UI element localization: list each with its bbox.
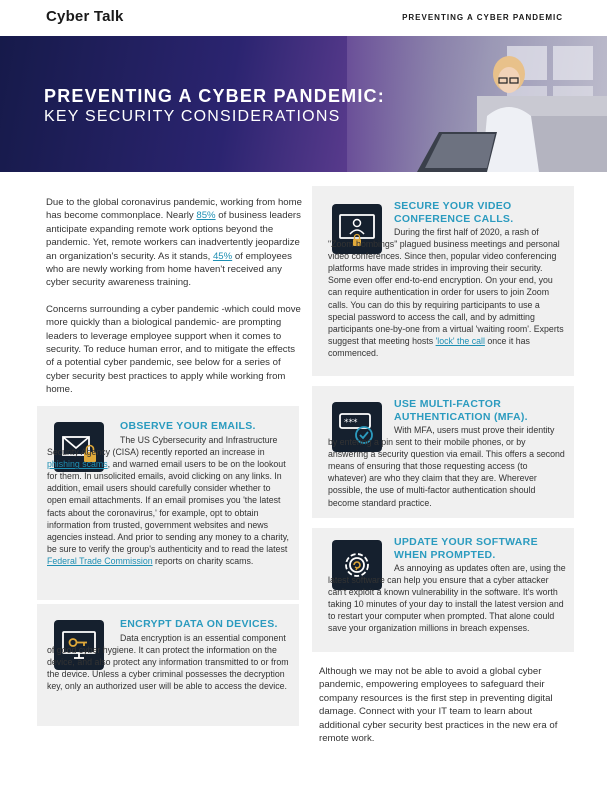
card-title-emails: OBSERVE YOUR EMAILS.: [120, 420, 256, 432]
hero-title: PREVENTING A CYBER PANDEMIC:: [44, 86, 385, 106]
brand-logo: Cyber Talk: [46, 8, 124, 25]
hero-banner: [0, 36, 607, 172]
card-text-encrypt: Data encryption is an essential component of good cyber hygiene. It can protect the information on the device, and also protect any information transmitted to or from the device. Unless a cyber criminal possesses the decryption key, only an authorized user will be able to access the device.: [47, 633, 289, 692]
svg-text:***: ***: [344, 418, 358, 428]
phishing-scams-link[interactable]: phishing scams: [47, 459, 108, 470]
card-video-calls: [312, 186, 574, 376]
card-text-emails: The US Cybersecurity and Infrastructure Security Agency (CISA) recently reported an increase in phishing scams, and warned email users to be on the lookout for them. In unsolicited emails, avoid clicking on any links. In addition, email users should carefully consider whether to open email attachments. If an email promises you 'the latest facts about the coronavirus,' for example, opt to obtain information from trusted, government websites and news agencies instead. And prior to sending any money to a charity, be sure to verify the group's authenticity and to read the latest Federal Trade Commission reports on charity scams.: [47, 435, 289, 566]
intro-paragraph-2: Concerns surrounding a cyber pandemic -which could move more quickly than a biological pandemic- are prompting leaders to leverage employee support when it comes to security. To reduce human error, and to mitigate the effects of a potential cyber pandemic, see below for a series of cyber security best practices to apply while working from home.: [46, 303, 301, 396]
card-title-video: SECURE YOUR VIDEO CONFERENCE CALLS.: [394, 200, 514, 225]
card-mfa: [312, 386, 574, 518]
section-label: PREVENTING A CYBER PANDEMIC: [402, 13, 563, 22]
hero-photo: [347, 36, 607, 172]
outro-paragraph: Although we may not be able to avoid a global cyber pandemic, empowering employees to safeguard their company resources is the first step in preventing digital damage. Connect with your IT team to learn about additional cyber security best practices in the new era of remote work.: [319, 666, 558, 745]
card-title-encrypt: ENCRYPT DATA ON DEVICES.: [120, 618, 278, 630]
hero-subtitle: KEY SECURITY CONSIDERATIONS: [44, 108, 341, 125]
ftc-link[interactable]: Federal Trade Commission: [47, 555, 153, 566]
intro-text: [46, 196, 304, 410]
card-text-mfa: With MFA, users must prove their identity by entering a pin sent to their mobile phones, or by answering a security question via email. This offers a second means of ensuring that those requesting access (to whatever) are who they claim that they are. Wherever possible, the use of multi-factor authentication should become standard practice.: [328, 425, 565, 508]
card-text-software: As annoying as updates often are, using the latest software can help you ensure that a cyber attacker can't exploit a known vulnerability in the software. It's worth taking 10 minutes of your day to install the latest version and to restart your computer when prompted. That alone could save your organization millions in breach expenses.: [328, 563, 566, 634]
card-text-video: During the first half of 2020, a rash of "Zoom bombings" plagued business meetings and personal video conferences. Since then, popular video conferencing platforms have made strides in improving their security. Some even offer end-to-end encryption. On your end, you can require authentication in order for users to join Zoom calls. You can do this by requiring participants to use a special password to access the call, and by admitting participants one-by-one from a virtual 'waiting room'. Experts suggest that meeting hosts 'lock' the call once it has commenced.: [328, 227, 564, 358]
card-title-software: UPDATE YOUR SOFTWARE WHEN PROMPTED.: [394, 536, 538, 561]
stat-link-85[interactable]: 85%: [196, 210, 216, 222]
card-encrypt-data: [37, 604, 299, 726]
card-title-mfa: USE MULTI-FACTOR AUTHENTICATION (MFA).: [394, 398, 528, 423]
intro-paragraph-1: Due to the global coronavirus pandemic, working from home has become commonplace. Nearly 85% of business leaders anticipate expanding remote work options beyond the pandemic. Yet, remote workers can inadvertently jeopardize an organization's security. As it stands, 45% of employees who are newly working from home haven't received any cyber security awareness training.: [46, 197, 302, 289]
top-bar: [0, 0, 607, 36]
stat-link-45[interactable]: 45%: [212, 250, 233, 262]
card-observe-emails: [37, 406, 299, 600]
card-update-software: [312, 528, 574, 652]
lock-the-call-link[interactable]: 'lock' the call: [435, 335, 485, 346]
